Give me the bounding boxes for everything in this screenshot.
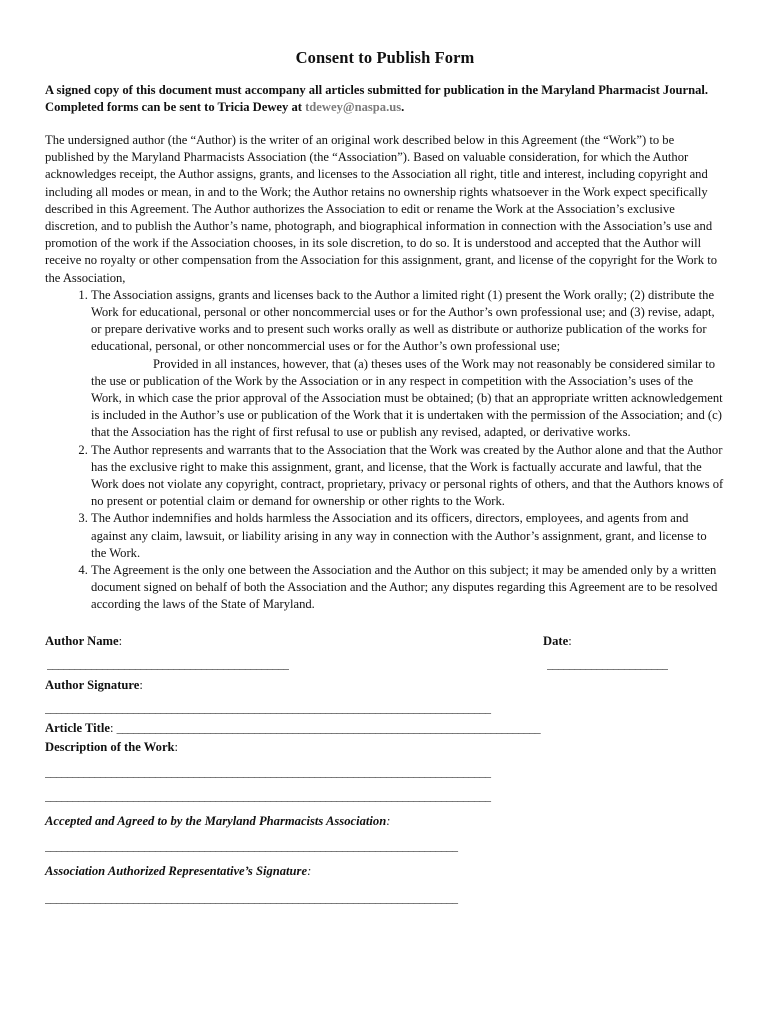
intro-text: A signed copy of this document must accompany all articles submitted for publication in the Maryland Pharmacist Journal. Completed forms can be sent to Tricia Dewey at [45, 83, 709, 114]
accepted-label: Accepted and Agreed to by the Maryland Pharmacists Association [45, 813, 387, 828]
term-text: The Association assigns, grants and licenses back to the Author a limited right (1) present the Work orally; (2) distribute the Work for educational, personal or other noncommercial uses or for the Author’s own professional use; and (3) revise, adapt, or prepare derivative works and to present such works orally as well as distribute or authorize publication of the works for educational, personal, or other noncommercial uses or for the Author’s own professional use; [91, 287, 715, 354]
author-name-label: Author Name [45, 633, 119, 648]
term-text: The Author indemnifies and holds harmless the Association and its officers, directors, employees, and agents from and against any claim, lawsuit, or liability arising in any way in connection with the Author’s assignment, grant, and license to the Work. [91, 511, 707, 560]
signature-fields [45, 634, 725, 906]
representative-signature-field[interactable]: ___________________________________________________________________________ [45, 890, 458, 905]
author-signature-field[interactable]: _________________________________________________________________________________ [45, 700, 491, 715]
author-name-row: Author Name: Date: [45, 633, 572, 648]
accepted-row: Accepted and Agreed to by the Maryland Pharmacists Association: [45, 813, 391, 828]
page-title: Consent to Publish Form [295, 48, 475, 67]
author-name-field[interactable]: ____________________________________________ [47, 656, 289, 671]
intro-period: . [401, 100, 405, 114]
terms-list [45, 287, 725, 614]
description-field-line-1[interactable]: _________________________________________________________________________________ [45, 764, 491, 779]
term-text: The Author represents and warrants that to the Association that the Work was created by the Author alone and that the Author has the exclusive right to make this assignment, grant, and license, that the Work is factually accurate and lawful, that the Work does not violate any copyright, contract, proprietary, privacy or personal rights of others, and that the Authors knows of no present or potential claim or demand for ownership or other rights to the Work. [91, 442, 724, 509]
author-signature-label: Author Signature [45, 677, 140, 692]
article-title-row: Article Title: _____________________________________________________________________________ [45, 720, 541, 735]
author-name-line-row [45, 652, 725, 676]
description-label: Description of the Work [45, 739, 175, 754]
description-row: Description of the Work: [45, 739, 179, 754]
term-item [91, 287, 725, 442]
article-title-field[interactable]: _____________________________________________________________________________ [116, 720, 541, 735]
accepted-field[interactable]: ___________________________________________________________________________ [45, 838, 458, 853]
agreement-paragraph: The undersigned author (the “Author) is the writer of an original work described below in this Agreement (the “Work”) to be published by the Maryland Pharmacists Association (the “Association”). Based on valuable consideration, for which the Author acknowledges receipt, the Author assigns, grants, and licenses to the Association all right, title and interest, including copyright and including all modes or mean, in and to the Work; the Author retains no ownership rights whatsoever in the Work expect specifically described in this Agreement. The Author authorizes the Association to edit or rename the Work at the Association’s exclusive discretion, and to publish the Author’s name, photograph, and biographical information in connection with the Association’s use and promotion of the work if the Association chooses, in its sole discretion, to do so. It is understood and accepted that the Author will receive no royalty or other compensation from the Association for this assignment, grant, and license of the copyright for the Work to the Association, [45, 133, 717, 285]
term-item [91, 442, 725, 511]
description-field-line-2[interactable]: _________________________________________________________________________________ [45, 788, 491, 803]
term-text: The Agreement is the only one between the Association and the Author on this subject; it may be amended only by a written document signed on behalf of both the Association and the Author; any disputes regarding this Agreement are to be resolved according the laws of the State of Maryland. [91, 563, 718, 612]
term-item [91, 510, 725, 562]
representative-signature-label: Association Authorized Representative’s Signature [45, 863, 308, 878]
term-item [91, 562, 725, 614]
term-proviso: Provided in all instances, however, that (a) theses uses of the Work may not reasonably be considered similar to the use or publication of the Work by the Association or in any respect in competition with the Association’s uses of the Work, in which case the prior approval of the Association must be obtained; (b) that an appropriate written acknowledgement is included in the Author’s use or publication of the Work that it is undertaken with the permission of the Association; and (c) that the Association has the right of first refusal to use or publish any revised, adapted, or derivative works. [91, 356, 723, 440]
consent-form-page [45, 48, 725, 906]
author-signature-row: Author Signature: [45, 677, 143, 692]
representative-row: Association Authorized Representative’s Signature: [45, 863, 312, 878]
date-field[interactable]: ______________________ [547, 656, 668, 671]
date-label: Date [543, 633, 569, 648]
intro-instructions [45, 82, 725, 116]
contact-email-link[interactable]: tdewey@naspa.us [305, 100, 402, 114]
article-title-label: Article Title [45, 720, 110, 735]
